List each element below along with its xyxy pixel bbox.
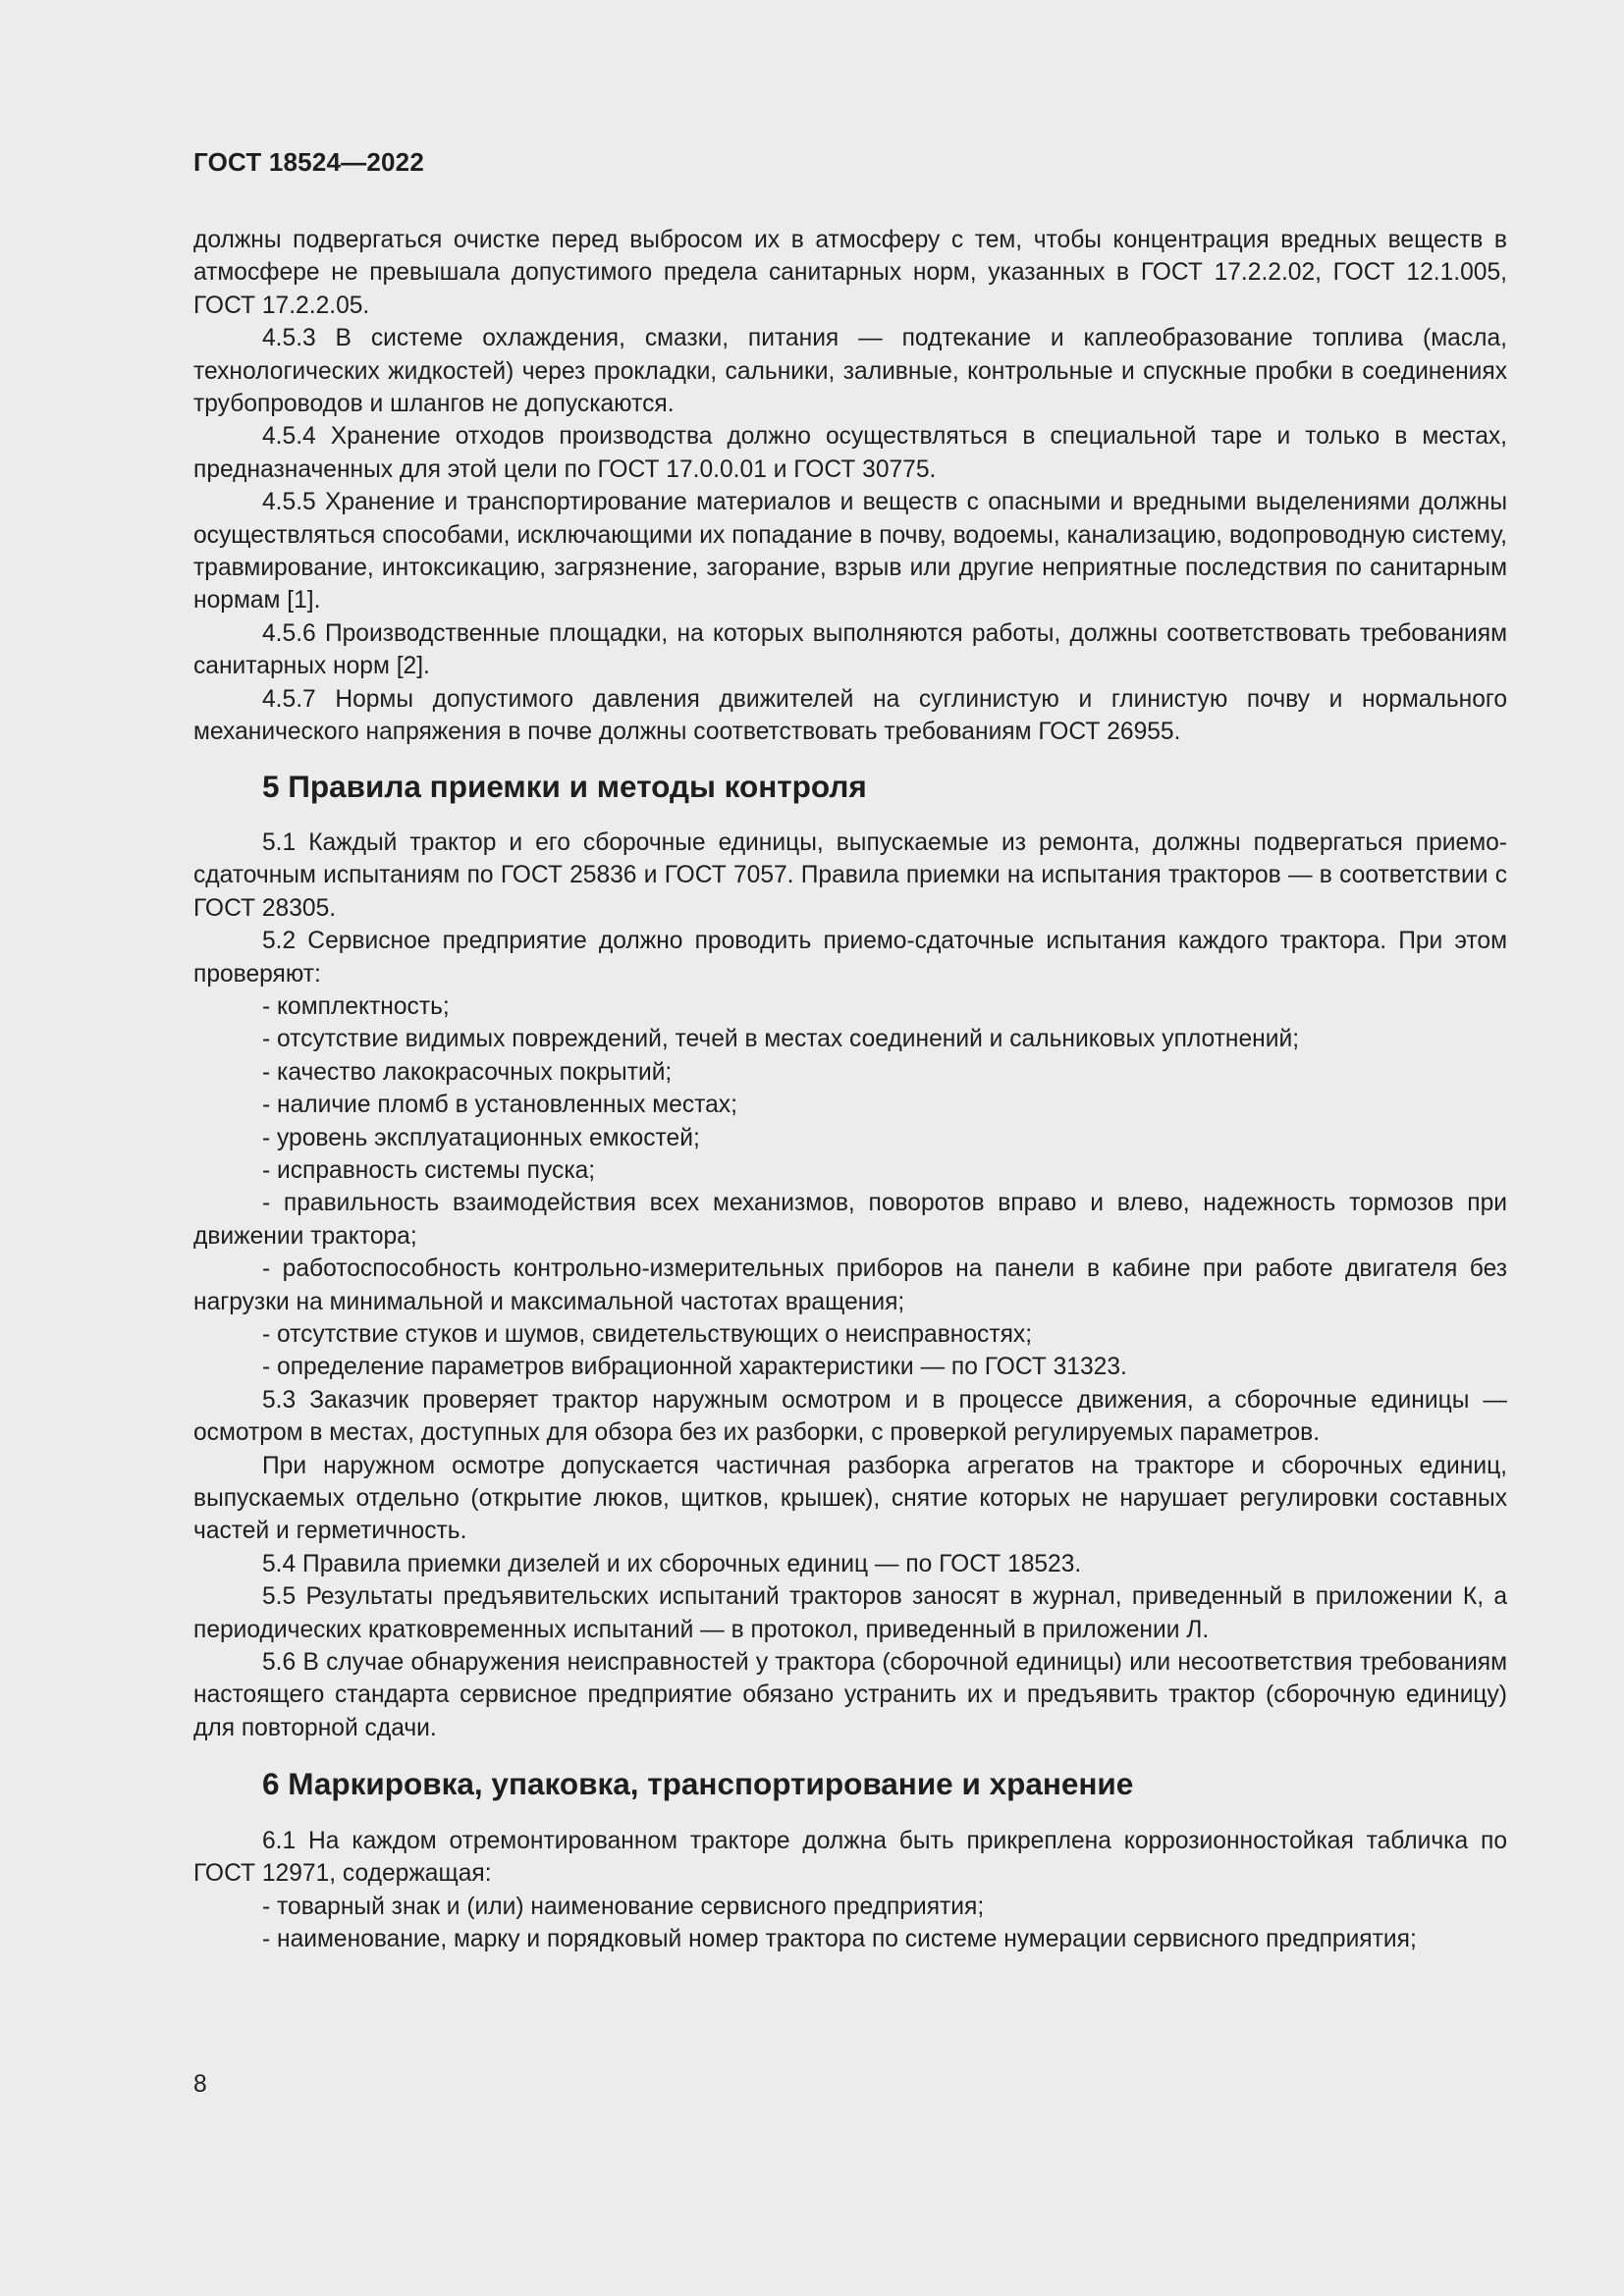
- paragraph: 4.5.5 Хранение и транспортирование материалов и веществ с опасными и вредными выделениями должны осуществляться способами, исключающими их попадание в почву, водоемы, канализацию, водопроводную систему, травмирование, интоксикацию, загрязнение, загорание, взрыв или другие неприятные последствия по санитарным нормам [1].: [193, 489, 1507, 614]
- document-body: [193, 224, 1507, 1955]
- paragraph: При наружном осмотре допускается частичная разборка агрегатов на тракторе и сборочных единиц, выпускаемых отдельно (открытие люков, щитков, крышек), снятие которых не нарушает регулировки составных частей и герметичность.: [193, 1452, 1507, 1545]
- page-number: 8: [193, 2071, 207, 2098]
- paragraph: 4.5.3 В системе охлаждения, смазки, питания — подтекание и каплеобразование топлива (масла, технологических жидкостей) через прокладки, сальники, заливные, контрольные и спускные пробки в соединениях трубопроводов и шлангов не допускаются.: [193, 325, 1507, 418]
- list-item: - уровень эксплуатационных емкостей;: [262, 1124, 700, 1151]
- paragraph: должны подвергаться очистке перед выбросом их в атмосферу с тем, чтобы концентрация вредных веществ в атмосфере не превышала допустимого предела санитарных норм, указанных в ГОСТ 17.2.2.02, ГОСТ 12.1.005, ГОСТ 17.2.2.05.: [193, 227, 1507, 319]
- section-5-body: [193, 827, 1507, 1744]
- paragraph: 5.5 Результаты предъявительских испытаний тракторов заносят в журнал, приведенный в приложении К, а периодических кратковременных испытаний — в протокол, приведенный в приложении Л.: [193, 1583, 1507, 1643]
- paragraph: 6.1 На каждом отремонтированном тракторе должна быть прикреплена коррозионностойкая табличка по ГОСТ 12971, содержащая:: [193, 1827, 1507, 1888]
- paragraph: 5.2 Сервисное предприятие должно проводить приемо-сдаточные испытания каждого трактора. При этом проверяют:: [193, 928, 1507, 988]
- paragraph: 4.5.6 Производственные площадки, на которых выполняются работы, должны соответствовать требованиям санитарных норм [2].: [193, 619, 1507, 680]
- paragraph: 4.5.7 Нормы допустимого давления движителей на суглинистую и глинистую почву и нормального механического напряжения в почве должны соответствовать требованиям ГОСТ 26955.: [193, 685, 1507, 746]
- paragraph: 5.6 В случае обнаружения неисправностей у трактора (сборочной единицы) или несоответствия требованиям настоящего стандарта сервисное предприятие обязано устранить их и предъявить трактор (сборочную единицу) для повторной сдачи.: [193, 1649, 1507, 1741]
- list-item: - исправность системы пуска;: [262, 1156, 596, 1184]
- list-item: - работоспособность контрольно-измерительных приборов на панели в кабине при работе двигателя без нагрузки на минимальной и максимальной частотах вращения;: [193, 1255, 1507, 1315]
- list-item: - качество лакокрасочных покрытий;: [262, 1058, 673, 1086]
- section-5-heading: 5 Правила приемки и методы контроля: [262, 768, 867, 804]
- list-item: - комплектность;: [262, 992, 450, 1020]
- section-6-body: [193, 1825, 1507, 1956]
- section-4-tail: [193, 224, 1507, 749]
- list-item: - товарный знак и (или) наименование сервисного предприятия;: [262, 1893, 985, 1920]
- paragraph: 5.3 Заказчик проверяет трактор наружным осмотром и в процессе движения, а сборочные единицы — осмотром в местах, доступных для обзора без их разборки, с проверкой регулируемых параметров.: [193, 1386, 1507, 1447]
- list-item: - отсутствие стуков и шумов, свидетельствующих о неисправностях;: [262, 1321, 1033, 1348]
- paragraph: 5.4 Правила приемки дизелей и их сборочных единиц — по ГОСТ 18523.: [262, 1550, 1082, 1577]
- list-item: - отсутствие видимых повреждений, течей в местах соединений и сальниковых уплотнений;: [262, 1026, 1300, 1053]
- list-item: - определение параметров вибрационной характеристики — по ГОСТ 31323.: [262, 1354, 1127, 1381]
- list-item: - наименование, марку и порядковый номер трактора по системе нумерации сервисного предприятия;: [262, 1925, 1417, 1952]
- document-header: ГОСТ 18524—2022: [193, 147, 424, 177]
- section-6-heading: 6 Маркировка, упаковка, транспортирование и хранение: [262, 1766, 1134, 1802]
- paragraph: 4.5.4 Хранение отходов производства должно осуществляться в специальной таре и только в местах, предназначенных для этой цели по ГОСТ 17.0.0.01 и ГОСТ 30775.: [193, 423, 1507, 483]
- list-item: - наличие пломб в установленных местах;: [262, 1092, 737, 1119]
- paragraph: 5.1 Каждый трактор и его сборочные единицы, выпускаемые из ремонта, должны подвергаться приемо-сдаточным испытаниям по ГОСТ 25836 и ГОСТ 7057. Правила приемки на испытания тракторов — в соответствии с ГОСТ 28305.: [193, 828, 1507, 922]
- list-item: - правильность взаимодействия всех механизмов, поворотов вправо и влево, надежность тормозов при движении трактора;: [193, 1190, 1507, 1250]
